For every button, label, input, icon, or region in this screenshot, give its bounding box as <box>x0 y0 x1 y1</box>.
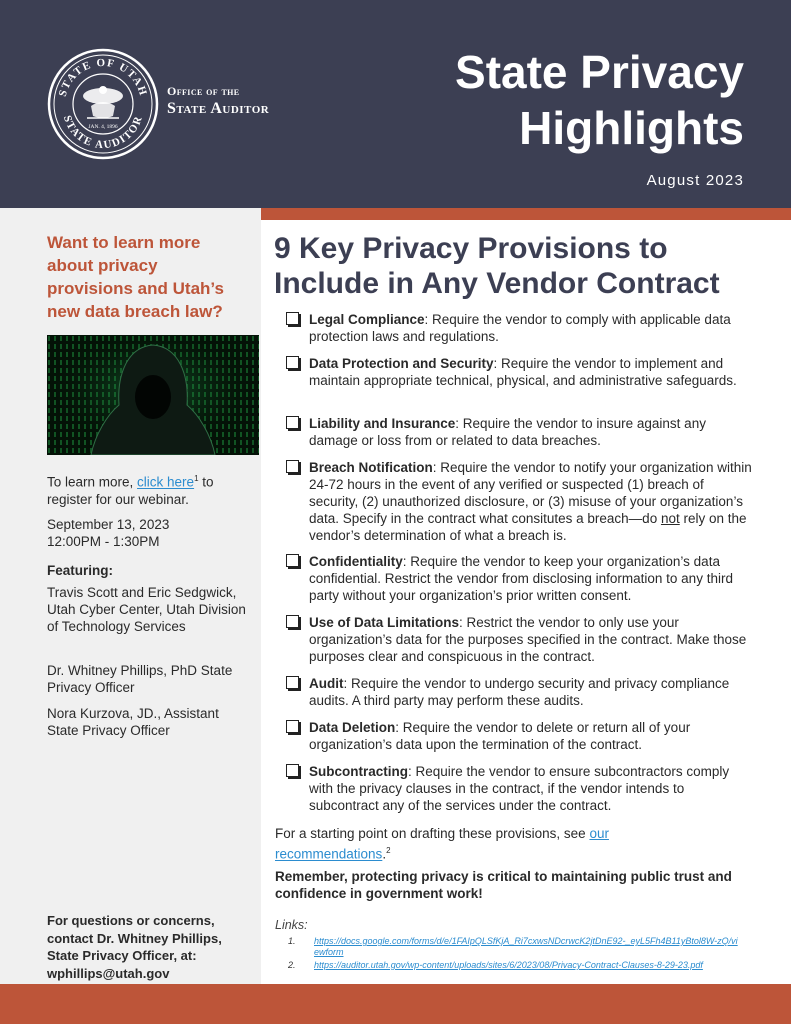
issue-date: August 2023 <box>646 172 744 189</box>
office-line2: State Auditor <box>167 100 270 117</box>
provision-item: Data Deletion: Require the vendor to delete or return all of your organization’s data upon the termination of the contract. <box>286 719 756 753</box>
section-title: 9 Key Privacy Provisions to Include in Any Vendor Contract <box>274 232 720 300</box>
provision-item: Liability and Insurance: Require the vendor to insure against any damage or loss from or related to data breaches. <box>286 415 756 449</box>
footnote-ref-1: 1 <box>194 474 199 483</box>
page-title: State Privacy Highlights <box>455 46 744 154</box>
office-name <box>167 84 269 119</box>
sidebar-question: Want to learn more about privacy provisions and Utah’s new data breach law? <box>47 233 224 321</box>
checkbox-icon <box>286 720 299 733</box>
links-label: Links: <box>275 918 308 932</box>
speaker-1: Travis Scott and Eric Sedgwick, Utah Cyber Center, Utah Division of Technology Services <box>47 585 246 634</box>
featuring-label: Featuring: <box>47 563 113 578</box>
webinar-registration-text: To learn more, click here$^1$ to register for our webinar. <box>47 474 214 507</box>
contact-info: For questions or concerns, contact Dr. Whitney Phillips, State Privacy Officer, at: wphillips@utah.gov <box>47 913 222 981</box>
seal-date-text: JAN. 4, 1896 <box>88 124 118 130</box>
header-banner <box>0 0 791 208</box>
provision-item: Subcontracting: Require the vendor to ensure subcontractors comply with the privacy clauses in the contract, if the vendor intends to subcontract any of the services under the contract. <box>286 763 756 814</box>
speaker-3: Nora Kurzova, JD., Assistant State Privacy Officer <box>47 706 219 738</box>
speaker-2: Dr. Whitney Phillips, PhD State Privacy Officer <box>47 663 233 695</box>
provision-item: Use of Data Limitations: Restrict the vendor to only use your organization’s data for the purposes specified in the contract. Make those purposes clear and conspicuous in the contract. <box>286 614 756 665</box>
accent-bar-top <box>261 208 791 220</box>
state-auditor-seal-icon <box>47 48 159 160</box>
svg-text:STATE AUDITOR <box>61 114 145 151</box>
provision-item: Data Protection and Security: Require the vendor to implement and maintain appropriate technical, physical, and administrative safeguards. <box>286 355 756 389</box>
checkbox-icon <box>286 676 299 689</box>
checkbox-icon <box>286 460 299 473</box>
event-time: 12:00PM - 1:30PM <box>47 534 160 549</box>
recommendations-paragraph: For a starting point on drafting these provisions, see our recommendations.$^2$ <box>275 826 609 862</box>
checkbox-icon <box>286 764 299 777</box>
provision-item: Legal Compliance: Require the vendor to comply with applicable data protection laws and regulations. <box>286 311 756 345</box>
accent-bar-bottom <box>0 984 791 1024</box>
footnote-link-1[interactable]: 1. https://docs.google.com/forms/d/e/1FAIpQLSfKjA_Ri7cxwsNDcrwcK2jtDnE92-_eyL5Fh4B11yBtol8W-zQ/viewform <box>288 936 738 957</box>
footnote-ref-2: 2 <box>386 846 391 855</box>
closing-statement: Remember, protecting privacy is critical to maintaining public trust and confidence in government work! <box>275 869 732 901</box>
hacker-illustration-icon <box>47 335 259 455</box>
event-date: September 13, 2023 <box>47 517 170 532</box>
provision-item: Confidentiality: Require the vendor to keep your organization’s data confidential. Restrict the vendor from disclosing information to any third party without your organization’s prior written consent. <box>286 553 756 604</box>
provision-item: Breach Notification: Require the vendor to notify your organization within 24-72 hours in the event of any verified or suspected (1) breach of security, (2) unauthorized disclosure, or (3) misuse of your organization’s data. Specify in the contract what consitutes a breach—do not rely on the vendor’s determination of what a breach is. <box>286 459 756 544</box>
footnote-link-2[interactable]: 2. https://auditor.utah.gov/wp-content/uploads/sites/6/2023/08/Privacy-Contract-Clauses-8-29-23.pdf <box>288 960 703 970</box>
checkbox-icon <box>286 554 299 567</box>
checkbox-icon <box>286 615 299 628</box>
provision-item: Audit: Require the vendor to undergo security and privacy compliance audits. A third party may perform these audits. <box>286 675 756 709</box>
office-line1: Office of the <box>167 84 240 98</box>
recommendations-link[interactable]: our recommendations <box>275 826 609 862</box>
checkbox-icon <box>286 312 299 325</box>
checkbox-icon <box>286 356 299 369</box>
webinar-link[interactable]: click here <box>137 474 195 490</box>
checkbox-icon <box>286 416 299 429</box>
hooded-hacker-image <box>47 335 259 455</box>
seal-bottom-text: STATE AUDITOR <box>60 113 146 152</box>
seal-top-text: STATE OF UTAH <box>56 56 150 98</box>
